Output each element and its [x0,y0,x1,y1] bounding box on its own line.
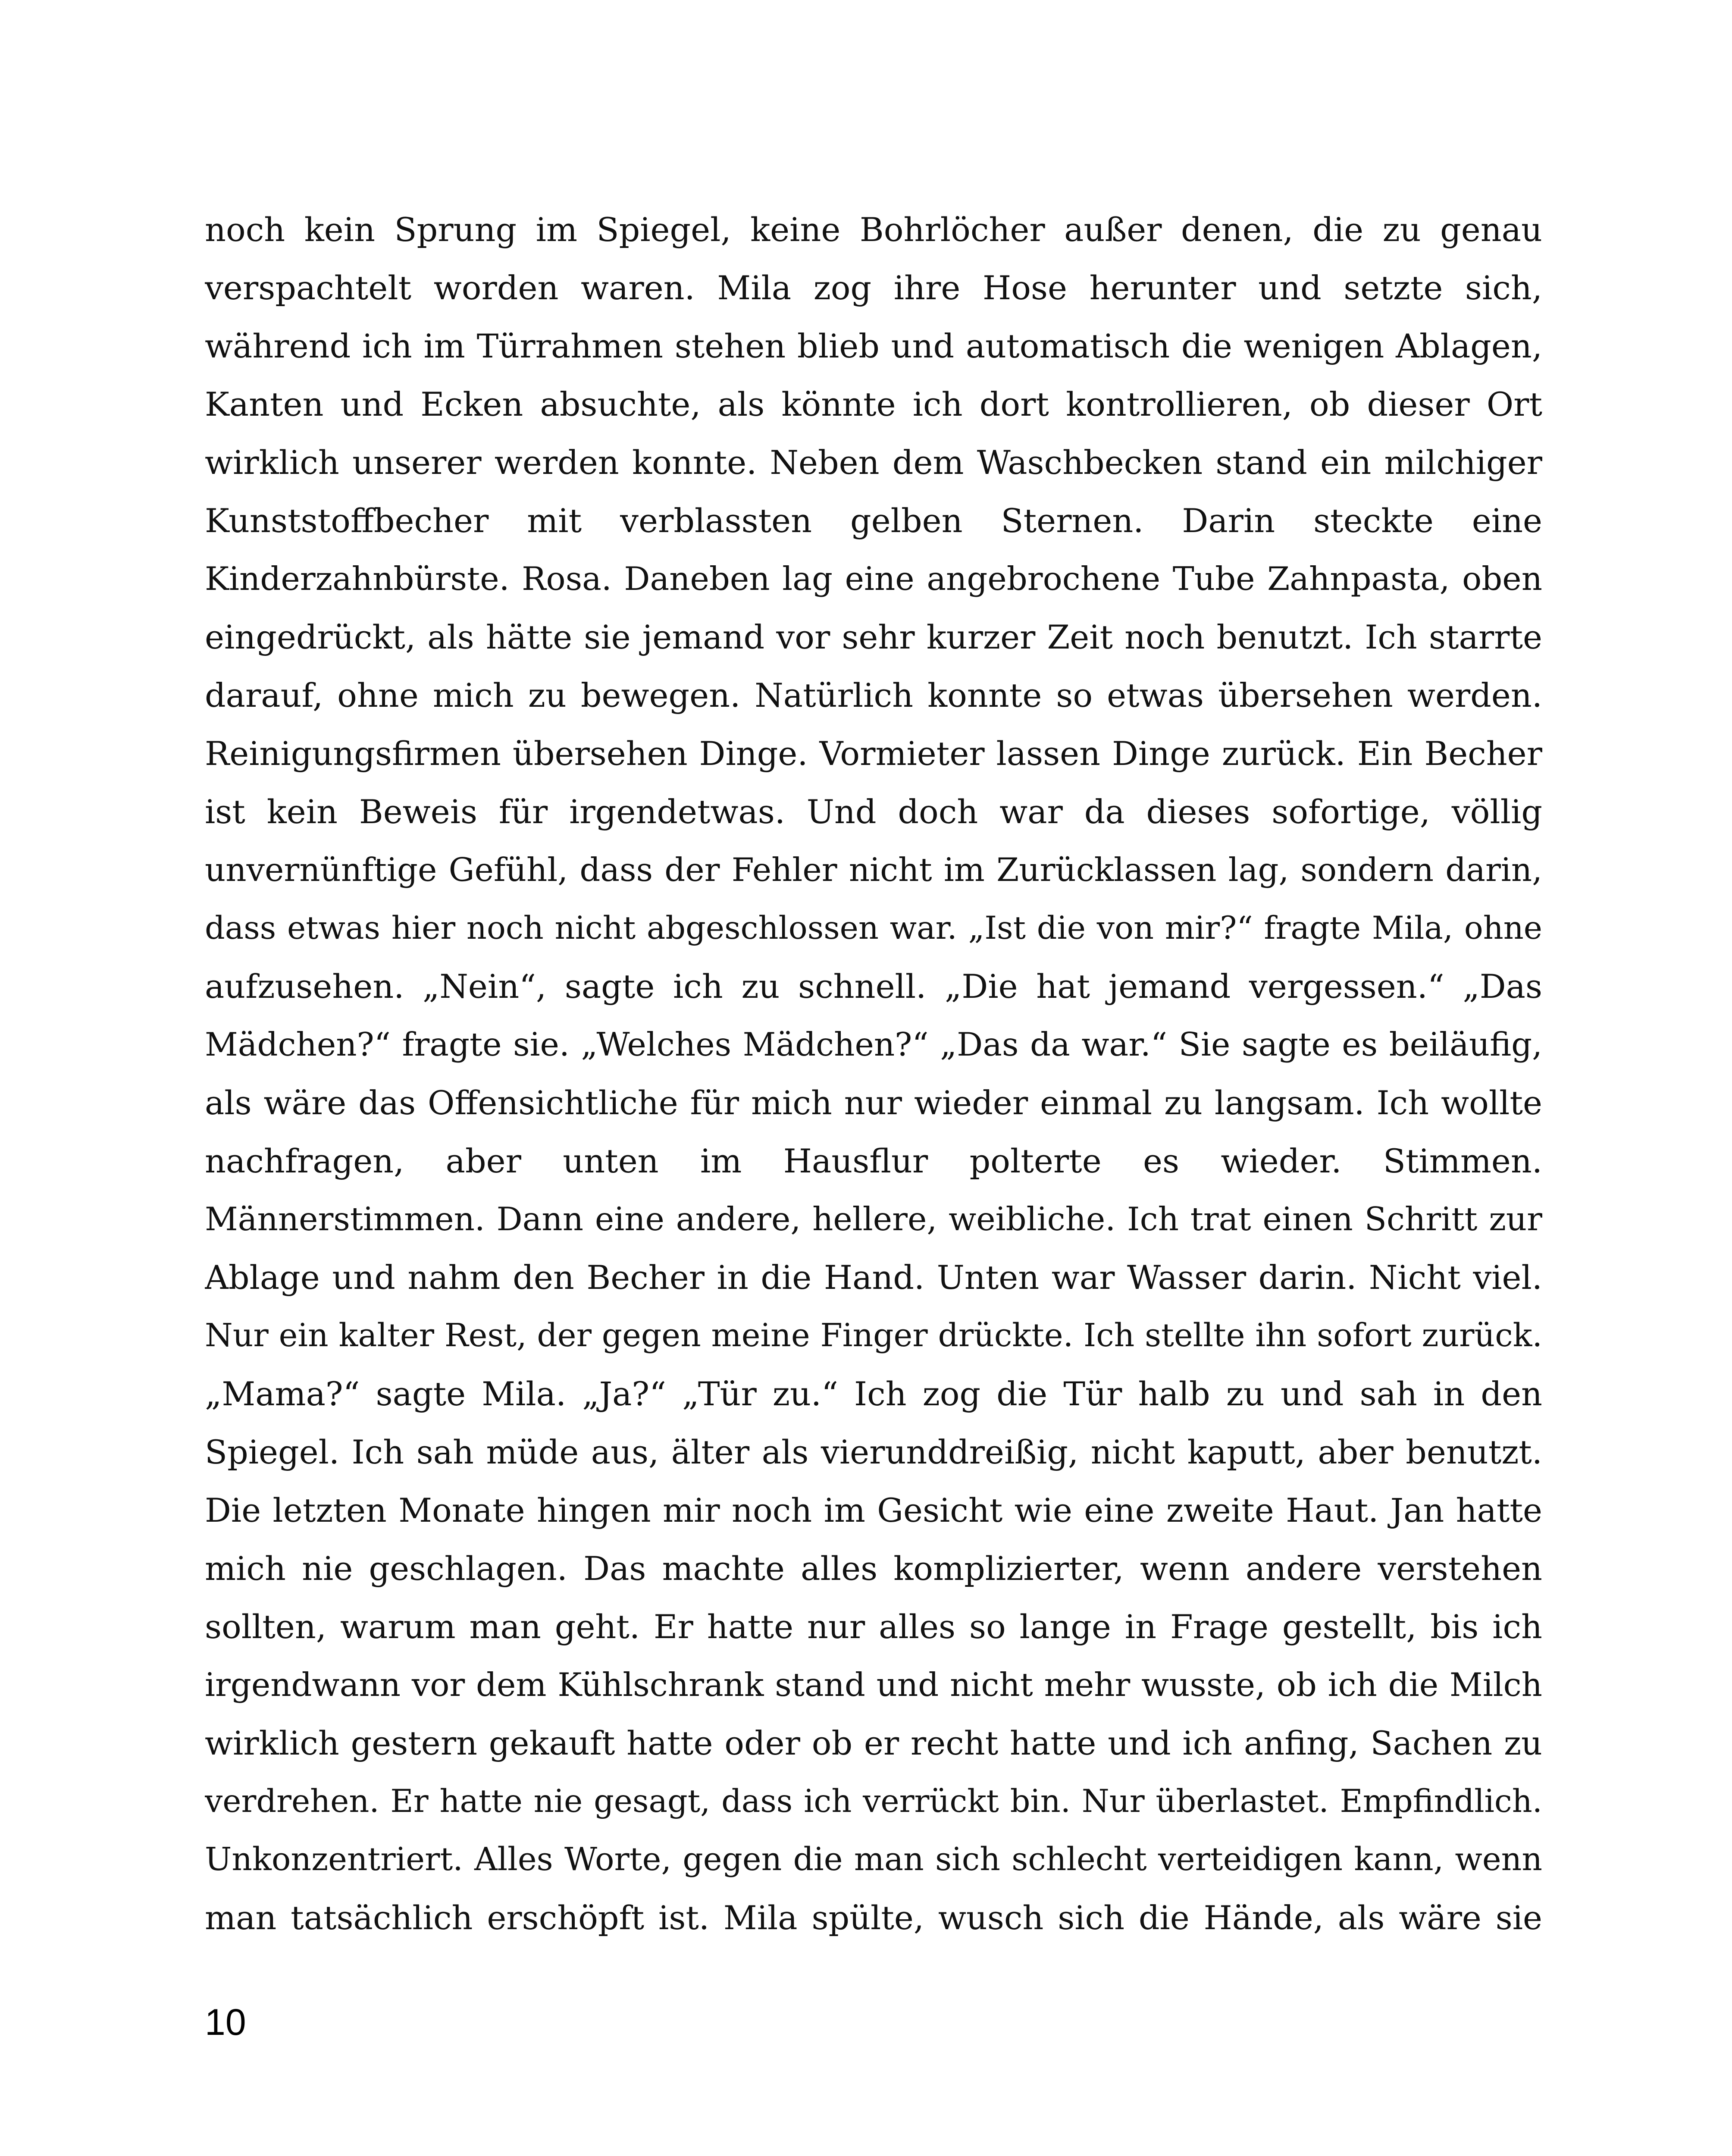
body-text [205,201,1542,1947]
text-line: eingedrückt, als hätte sie jemand vor sehr kurzer Zeit noch benutzt. Ich starrte [205,618,1542,656]
text-line: Ablage und nahm den Becher in die Hand. Unten war Wasser darin. Nicht viel. [205,1258,1542,1297]
text-line: Nur ein kalter Rest, der gegen meine Finger drückte. Ich stellte ihn sofort zurück. [205,1317,1542,1354]
text-line: darauf, ohne mich zu bewegen. Natürlich konnte so etwas übersehen werden. [205,676,1542,714]
text-line: Unkonzentriert. Alles Worte, gegen die man sich schlecht verteidigen kann, wenn [205,1841,1542,1878]
text-line: verdrehen. Er hatte nie gesagt, dass ich verrückt bin. Nur überlastet. Empfindlich. [205,1783,1542,1820]
text-line: als wäre das Offensichtliche für mich nur wieder einmal zu langsam. Ich wollte [205,1084,1542,1122]
text-line: wirklich unserer werden konnte. Neben dem Waschbecken stand ein milchiger [205,443,1542,482]
text-line: Reinigungsfirmen übersehen Dinge. Vormieter lassen Dinge zurück. Ein Becher [205,734,1542,773]
text-line: ist kein Beweis für irgendetwas. Und doch war da dieses sofortige, völlig [205,793,1542,831]
text-line: man tatsächlich erschöpft ist. Mila spülte, wusch sich die Hände, als wäre sie [205,1899,1542,1937]
text-line: verspachtelt worden waren. Mila zog ihre Hose herunter und setzte sich, [205,269,1542,307]
text-line: wirklich gestern gekauft hatte oder ob er recht hatte und ich anfing, Sachen zu [205,1724,1542,1762]
text-line: Kanten und Ecken absuchte, als könnte ich dort kontrollieren, ob dieser Ort [205,385,1542,423]
text-line: unvernünftige Gefühl, dass der Fehler nicht im Zurücklassen lag, sondern darin, [205,851,1542,889]
text-line: Mädchen?“ fragte sie. „Welches Mädchen?“ „Das da war.“ Sie sagte es beiläufig, [205,1025,1542,1063]
text-line: Spiegel. Ich sah müde aus, älter als vierunddreißig, nicht kaputt, aber benutzt. [205,1433,1542,1471]
text-line: nachfragen, aber unten im Hausflur polterte es wieder. Stimmen. [205,1142,1542,1180]
text-line: während ich im Türrahmen stehen blieb und automatisch die wenigen Ablagen, [205,327,1542,365]
page-number: 10 [205,2002,246,2043]
text-line: dass etwas hier noch nicht abgeschlossen war. „Ist die von mir?“ fragte Mila, ohne [205,910,1542,946]
text-line: Männerstimmen. Dann eine andere, hellere, weibliche. Ich trat einen Schritt zur [205,1200,1542,1238]
text-line: aufzusehen. „Nein“, sagte ich zu schnell. „Die hat jemand vergessen.“ „Das [205,967,1542,1006]
text-line: sollten, warum man geht. Er hatte nur alles so lange in Frage gestellt, bis ich [205,1608,1542,1646]
text-line: Kinderzahnbürste. Rosa. Daneben lag eine angebrochene Tube Zahnpasta, oben [205,560,1542,598]
text-line: mich nie geschlagen. Das machte alles komplizierter, wenn andere verstehen [205,1549,1542,1588]
text-line: noch kein Sprung im Spiegel, keine Bohrlöcher außer denen, die zu genau [205,210,1542,249]
text-line: irgendwann vor dem Kühlschrank stand und nicht mehr wusste, ob ich die Milch [205,1666,1542,1704]
text-line: Die letzten Monate hingen mir noch im Gesicht wie eine zweite Haut. Jan hatte [205,1491,1542,1529]
text-line: „Mama?“ sagte Mila. „Ja?“ „Tür zu.“ Ich zog die Tür halb zu und sah in den [205,1375,1542,1413]
text-line: Kunststoffbecher mit verblassten gelben Sternen. Darin steckte eine [205,501,1542,540]
